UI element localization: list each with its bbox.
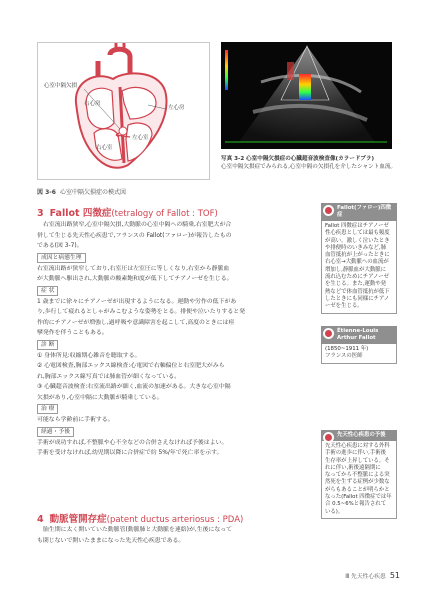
sidebar-person-note [321,326,397,364]
symptom-line: 攣発作を伴うこともある。 [37,330,108,336]
tag-prognosis: 経過・予後 [37,427,74,437]
footer-section: Ⅲ 先天性心疾患 [345,574,386,580]
sidebar-person-desc: フランスの医師 [325,353,363,360]
section-3-number: 3 [37,208,44,219]
symptom-line: り,歩行して疲れるとしゃがみこむような姿勢をとる。排便や泣いたりすると発 [37,309,246,315]
label-rv: 右心室 [96,145,113,151]
page-number: 51 [389,571,400,580]
section-3-body [37,220,312,459]
section-3-heading [37,205,218,219]
sidebar-prog-line: なってから不整脈による突 [325,472,390,479]
sidebar-prog-line: 先天性心疾患に対する外科 [325,443,390,449]
label-lv: 左心室 [132,135,149,141]
page-footer [345,571,400,580]
heart-diagram-svg [38,43,209,179]
section-3-title-en: (tetralogy of Fallot : TOF) [111,209,218,219]
sidebar-fallot-head: Fallot(ファロー)四徴症 [337,205,392,218]
sidebar-prog-line: 然死を生ずる症例が少数な [325,479,390,486]
patho-line: 右室流出路が狭窄しており,右室圧は左室圧に等しくなり,右室から静脈血 [37,265,230,272]
section-4-body [37,525,312,546]
sidebar-person-head: Étienne-Louis Arthur Fallot [337,328,379,341]
diagnosis-line: ③ 心臓超音波検査:右室流出路が細く,血流の加速がある。大きな心室中隔 [37,384,231,390]
sidebar-fallot-line: Fallot 四徴症はチアノーゼ [325,223,389,229]
photo-caption-number: 写真 3-2 [221,156,245,162]
sidebar-fallot-line: ーゼを生じる。 [325,303,363,310]
diagnosis-line: ② 心電図検査,胸部エックス線検査:心電図で右軸偏位と右室肥大がみら [37,363,225,369]
sidebar-person-years: (1850~1911 年) [325,346,369,352]
sidebar-fallot-line: 熱などで体血管抵抗が低下 [325,288,390,295]
sidebar-fallot-line: したときにも同様にチアノ [325,295,390,302]
sidebar-fallot-line: 増加し,静脈血が大動脈に [325,266,387,273]
symptom-line: 作的にチアノーゼが増強し,過呼吸や意識障害を起こして,高度のときには痙 [37,319,235,326]
tag-treatment: 治 療 [37,404,58,414]
sidebar-prog-line: がらもあることが明らかと [325,486,390,493]
section-4-heading [37,511,243,525]
label-la: 左心房 [168,105,185,111]
diagnosis-line: ① 身体所見:収縮期心雑音を聴取する。 [37,352,141,359]
photo-caption-title: 心室中隔欠損症の心臓超音波検査像(カラードプラ) [246,156,375,162]
sidebar-fallot-line: 流れ込むためにチアノーゼ [325,274,389,281]
sidebar-prog-line: なった(Fallot 四徴症では年 [325,494,392,501]
tag-diagnosis: 診 断 [37,340,58,350]
sidebar-fallot-line: 性心疾患としては最も頻度 [325,230,390,237]
section-4-line: も閉じないで開いたままになった先天性心疾患である。 [37,537,185,544]
note-icon [323,205,334,216]
sidebar-prog-line: いる)。 [325,508,344,515]
photo-caption [221,155,401,171]
figure-caption [37,187,126,196]
heart-diagram [37,42,210,180]
label-vsd: 心室中隔欠損 [44,83,78,89]
diagnosis-line: 欠損があり,心室中隔に大動脈が騎乗している。 [37,394,163,401]
prognosis-line: 手術が成功すれば,不整脈や心不全などの合併さえなければ予後はよい。 [37,439,228,446]
intro-line: である(図 3-7)。 [37,243,83,249]
photo-caption-text: 心室中隔欠損症でみられる,心室中隔の欠損孔を介したシャント血流。 [221,164,397,170]
figure-caption-number: 図 3-6 [37,189,56,196]
person-icon [323,328,334,339]
section-3-title-ja: Fallot 四徴症 [49,208,112,219]
prognosis-line: 手術を受けなければ,幼児期以降に合併症で約 5%/年で死亡率を示す。 [37,450,223,456]
treatment-line: 可能なら学齢前に手術する。 [37,417,114,423]
sidebar-fallot-line: や排便時のいきみなど,肺 [325,244,387,251]
sidebar-fallot-line: が高い。激しく泣いたとき [325,237,390,244]
section-4-number: 4 [37,514,44,525]
sidebar-prog-line: れに伴い,術後遠隔期に [325,464,381,471]
echo-image [221,42,392,149]
tag-symptoms: 症 状 [37,286,58,296]
echo-image-svg [221,42,392,149]
sidebar-fallot-line: 右心室→大動脈への血流が [325,259,389,266]
note-icon [323,432,334,443]
section-4-title-ja: 動脈管開存症 [49,514,107,525]
figure-caption-text: 心室中隔欠損症の模式図 [59,189,126,196]
patho-line: が大動脈へ駆出され,大動脈の酸素飽和度が低下してチアノーゼを生じる。 [37,276,233,282]
sidebar-fallot-line: を生じる。また,運動や発 [325,281,387,288]
label-ra: 右心房 [84,101,101,107]
intro-line: 併して生じる先天性心疾患で,フランスの Fallot(ファロー)が報告したもの [37,232,232,239]
sidebar-fallot-line: 血管抵抗が上がったときに [325,252,390,259]
sidebar-fallot-note [321,203,397,314]
sidebar-prognosis-note [321,430,397,519]
sidebar-prog-line: 手術の進歩に伴い,手術後 [325,450,387,457]
intro-line: 右室流出路狭窄,心室中隔欠損,大動脈の心室中隔への騎乗,右室肥大が合 [43,222,232,228]
tag-pathophysiology: 成因と病態生理 [37,253,86,263]
sidebar-prog-line: 合 0.5~6%と報告されて [325,501,387,508]
diagnosis-line: れ,胸部エックス線写真では肺血管が細くなっている。 [37,373,181,380]
section-4-line: 胎生期に太く開いていた動脈管(動脈肺と大動脈を連絡)が,生後になって [43,527,233,533]
sidebar-prog-line: 生存率が上昇している。そ [325,457,390,464]
symptom-line: 1 歳までに徐々にチアノーゼが出現するようになる。運動や労作の低下があ [37,298,237,305]
section-4-title-en: (patent ductus arteriosus : PDA) [106,515,244,525]
sidebar-prog-head: 先天性心疾患の予後 [337,432,386,438]
